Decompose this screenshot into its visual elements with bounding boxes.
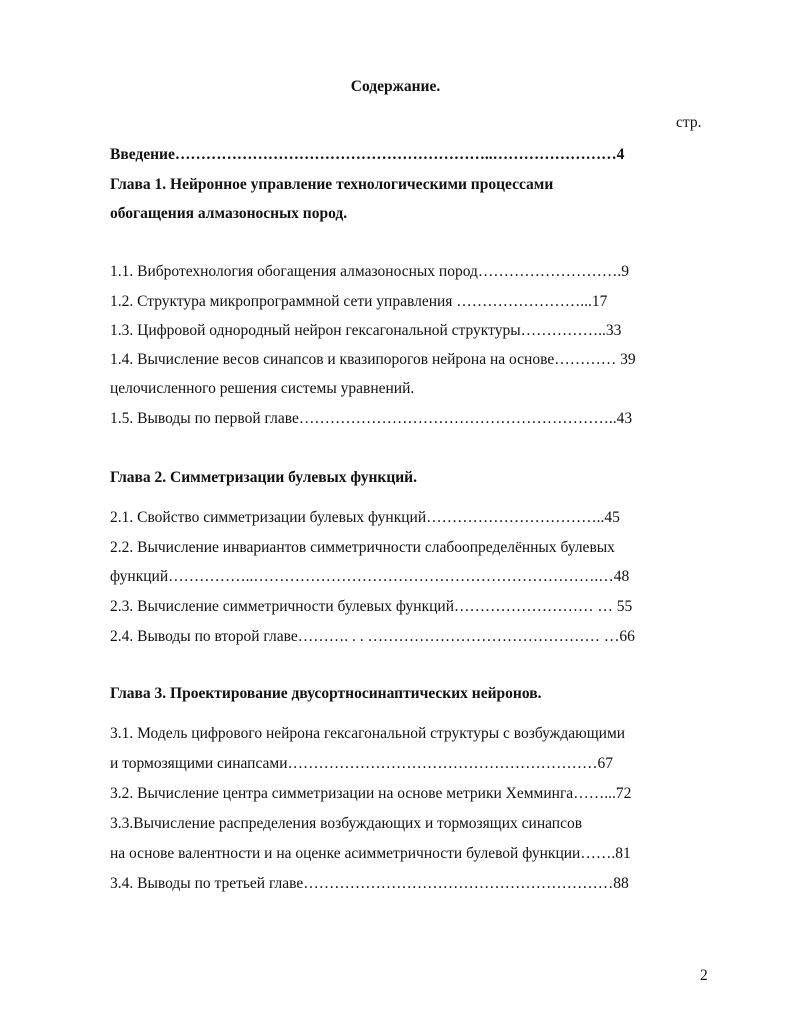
toc-entry-2-4: 2.4. Выводы по второй главе………. . . ……………………………………… …66 (110, 628, 635, 645)
toc-entry-introduction: Введение……………………………………………………..……………………4 (110, 146, 625, 163)
toc-chapter-2-heading: Глава 2. Симметризации булевых функций. (110, 469, 417, 486)
toc-entry-2-3: 2.3. Вычисление симметричности булевых функций……………………… … 55 (110, 598, 633, 615)
toc-entry-2-2: 2.2. Вычисление инвариантов симметричности слабоопределённых булевых (110, 539, 615, 556)
toc-entry-1-3: 1.3. Цифровой однородный нейрон гексагональной структуры……………..33 (110, 322, 622, 339)
toc-chapter-1-heading-cont: обогащения алмазоносных пород. (110, 205, 348, 222)
toc-entry-3-4: 3.4. Выводы по третьей главе……………………………………………………88 (110, 875, 629, 892)
toc-entry-1-5: 1.5. Выводы по первой главе……………………………………………………..43 (110, 410, 633, 427)
toc-entry-3-2: 3.2. Вычисление центра симметризации на основе метрики Хемминга……...72 (110, 785, 632, 802)
toc-entry-3-1-cont: и тормозящими синапсами……………………………………………………67 (110, 755, 614, 772)
toc-entry-3-3: 3.3.Вычисление распределения возбуждающих и тормозящих синапсов (110, 815, 583, 832)
page-column-label: стр. (676, 114, 702, 131)
toc-entry-2-1: 2.1. Свойство симметризации булевых функций……………………………..45 (110, 509, 620, 526)
page-number: 2 (700, 967, 708, 984)
toc-entry-2-2-cont: функций……………..………………………………………………………….…48 (110, 568, 630, 585)
toc-entry-1-1: 1.1. Вибротехнология обогащения алмазоносных пород……………………….9 (110, 263, 630, 280)
toc-entry-3-1: 3.1. Модель цифрового нейрона гексагональной структуры с возбуждающими (110, 725, 626, 742)
page-title: Содержание. (350, 78, 441, 95)
toc-entry-1-4: 1.4. Вычисление весов синапсов и квазипорогов нейрона на основе………… 39 (110, 351, 636, 368)
toc-entry-1-4-cont: целочисленного решения системы уравнений. (110, 380, 415, 397)
toc-chapter-1-heading: Глава 1. Нейронное управление технологическими процессами (110, 176, 554, 193)
toc-entry-1-2: 1.2. Структура микропрограммной сети управления ……………………...17 (110, 293, 608, 310)
toc-entry-3-3-cont: на основе валентности и на оценке асимметричности булевой функции…….81 (110, 845, 631, 862)
toc-chapter-3-heading: Глава 3. Проектирование двусортносинаптических нейронов. (110, 685, 542, 702)
